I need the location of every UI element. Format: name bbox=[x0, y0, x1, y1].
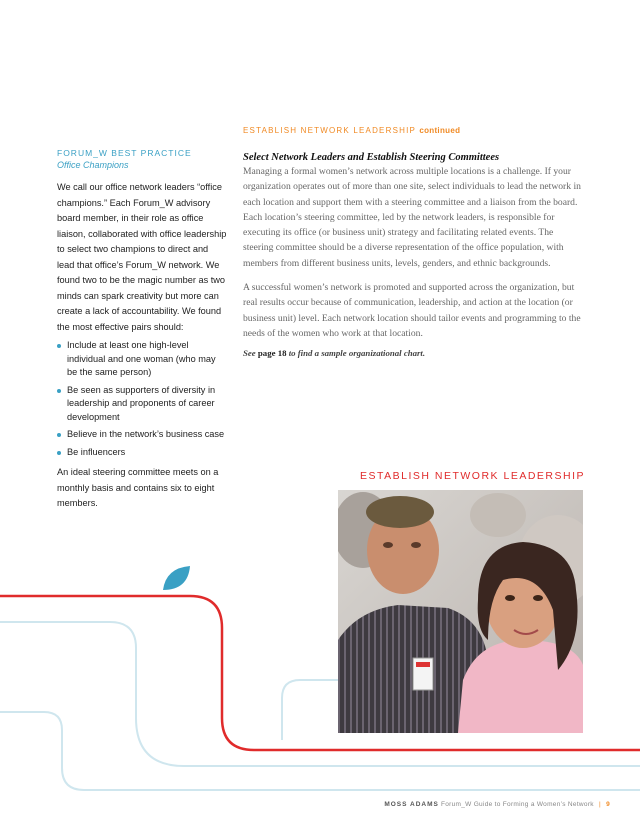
body-paragraph: Managing a formal women’s network across multiple locations is a challenge. If your organization operates out of more than one site, select individuals to lead the network in each location and support them with a steering committee and a liaison from the board. Each location’s steering committee, led by the network leaders, is responsible for executing its office (or business unit) strategy and facilitating related events. The steering committee should be a diverse representation of the office population, with members from different business units, levels, genders, and ethnic backgrounds. bbox=[243, 166, 581, 269]
body-paragraph: A successful women’s network is promoted and supported across the organization, but real results occur because of communication, leadership, and action at the location (or business unit) level. Each network location should tailor events and programming to the needs of the women who work at that location. bbox=[243, 282, 581, 339]
list-item: Believe in the network’s business case bbox=[57, 428, 227, 442]
list-item: Be influencers bbox=[57, 446, 227, 460]
page-reference-link[interactable]: page 18 bbox=[257, 348, 287, 359]
see-reference: See page 18 to find a sample organizational chart. bbox=[243, 348, 426, 359]
photo-title: ESTABLISH NETWORK LEADERSHIP bbox=[359, 470, 585, 482]
page-number: 9 bbox=[606, 801, 610, 808]
continued-label: continued bbox=[419, 126, 461, 135]
sidebar-paragraph: We call our office network leaders “office champions.” Each Forum_W advisory board member, in their role as office liaison, collaborated with office leadership to select two champions to direct and lead that office’s Forum_W network. We found two to be the magic number as two minds can spark creativity but more can create a lack of accountability. We found the most effective pairs should: bbox=[57, 182, 227, 332]
list-item: Be seen as supporters of diversity in leadership and proponents of career development bbox=[57, 384, 227, 425]
section-kicker: ESTABLISH NETWORK LEADERSHIP continued bbox=[243, 126, 461, 135]
sidebar-subtitle: Office Champions bbox=[57, 160, 129, 170]
leaf-icon bbox=[163, 566, 190, 590]
photo-illustration bbox=[338, 490, 583, 733]
bullet-icon bbox=[57, 389, 61, 393]
sidebar-closing-paragraph: An ideal steering committee meets on a monthly basis and contains six to eight members. bbox=[57, 467, 219, 508]
section-heading: Select Network Leaders and Establish Steering Committees bbox=[243, 152, 500, 163]
bullet-icon bbox=[57, 344, 61, 348]
light-blue-curve-right bbox=[282, 680, 338, 740]
main-content bbox=[243, 125, 585, 360]
footer-guide-title: Forum_W Guide to Forming a Women’s Network bbox=[440, 801, 594, 808]
footer-brand: MOSS ADAMS bbox=[384, 801, 439, 808]
footer-separator: | bbox=[598, 801, 601, 808]
bullet-icon bbox=[57, 433, 61, 437]
list-item: Include at least one high-level individual and one woman (who may be the same person) bbox=[57, 339, 227, 380]
photo-people-meeting bbox=[338, 490, 583, 733]
sidebar-bullet-list bbox=[57, 339, 227, 459]
sidebar-kicker: FORUM_W BEST PRACTICE bbox=[57, 148, 192, 158]
bullet-icon bbox=[57, 451, 61, 455]
page-footer bbox=[384, 801, 610, 808]
sidebar-best-practice bbox=[57, 148, 227, 512]
